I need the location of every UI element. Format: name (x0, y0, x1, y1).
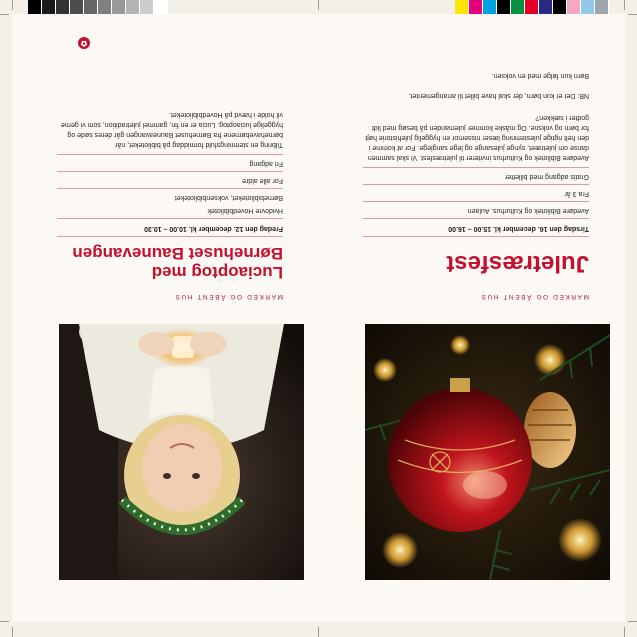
library-logo-icon: ✿ (78, 37, 90, 49)
color-swatch (56, 0, 70, 14)
rotated-content (12, 14, 625, 622)
girl-with-candle-photo (59, 324, 304, 580)
divider (363, 236, 589, 237)
color-swatch (154, 0, 168, 14)
christmas-ornament-photo (365, 324, 610, 580)
jul-venue: Avedøre Bibliotek og Kulturhus. Aulaen (467, 207, 589, 214)
color-swatch (525, 0, 539, 14)
jul-note-ticket: NB: Det er kun børn, der skal have billet til arrangementet. (408, 92, 589, 99)
grayscale-color-bar (28, 0, 168, 14)
divider (57, 236, 283, 237)
divider (363, 218, 589, 219)
divider (363, 201, 589, 202)
divider (57, 154, 283, 155)
cmyk-color-bar (455, 0, 609, 14)
color-swatch (595, 0, 609, 14)
lucia-panel (13, 14, 319, 622)
jul-admission: Gratis adgang med billetter (504, 173, 589, 180)
jul-note-adult: Børn kun følge med en voksen. (491, 72, 589, 79)
fold-mark (318, 627, 319, 637)
crop-mark (624, 627, 625, 637)
jul-age: Fra 3 år (564, 190, 589, 197)
color-swatch (84, 0, 98, 14)
crop-mark (0, 14, 9, 15)
color-swatch (483, 0, 497, 14)
jul-kicker: MARKED OG ÅBENT HUS (479, 293, 589, 300)
lucia-admission: Fri adgang (249, 160, 283, 167)
jul-description: Avedøre Bibliotek og Kulturhus inviterer til juletræsfest. Vi skal sammen danse om juletræet, synge julesange og lege sanglege. For at komme i den helt rigtige julestemning læser nissemor en hyggelig julehistorie højt for børn og voksne. Og måske kommer julemanden på besøg med lidt godter i sækken? (365, 114, 589, 161)
color-swatch (553, 0, 567, 14)
flyer-sheet (12, 14, 625, 622)
divider (57, 188, 283, 189)
color-swatch (497, 0, 511, 14)
color-swatch (126, 0, 140, 14)
color-swatch (28, 0, 42, 14)
divider (57, 171, 283, 172)
color-swatch (112, 0, 126, 14)
divider (363, 184, 589, 185)
fold-mark (318, 0, 319, 10)
juletraesfest-panel (319, 14, 625, 622)
divider (363, 167, 589, 168)
jul-title: Juletræsfest (446, 250, 589, 277)
lucia-date: Fredag den 12. december kl. 10.00 – 10.30 (144, 225, 283, 232)
lucia-audience: For alle aldre (242, 177, 283, 184)
lucia-room: Børnebiblioteket, voksenbiblioteket (174, 194, 283, 201)
crop-mark (628, 14, 637, 15)
color-swatch (567, 0, 581, 14)
lucia-kicker: MARKED OG ÅBENT HUS (173, 293, 283, 300)
jul-date: Tirsdag den 16. december kl. 15.00 – 16.00 (448, 225, 589, 232)
color-swatch (511, 0, 525, 14)
crop-mark (628, 621, 637, 622)
color-swatch (98, 0, 112, 14)
divider (57, 218, 283, 219)
crop-mark (0, 621, 9, 622)
crop-mark (12, 0, 13, 10)
color-swatch (469, 0, 483, 14)
lucia-title (72, 244, 283, 282)
color-swatch (140, 0, 154, 14)
color-swatch (455, 0, 469, 14)
color-swatch (539, 0, 553, 14)
lucia-title-line2: Børnehuset Baunevangen (72, 244, 283, 263)
color-swatch (42, 0, 56, 14)
color-swatch (70, 0, 84, 14)
lucia-venue: Hvidovre Hovedbibliotek (207, 207, 283, 214)
crop-mark (624, 0, 625, 10)
color-swatch (581, 0, 595, 14)
lucia-description: Tilbring en stemningsfuld formiddag på biblioteket, når børnehavebørnene fra Børnehuset Bauneavangen går deres søde og hyggelige luciaoptog. Lucia er en fin, gammel juletradition, som vi gerne vil holde i hævd på Hovedbiblioteket. (60, 111, 283, 148)
lucia-title-line1: Luciaoptog med (151, 263, 283, 282)
crop-mark (12, 627, 13, 637)
